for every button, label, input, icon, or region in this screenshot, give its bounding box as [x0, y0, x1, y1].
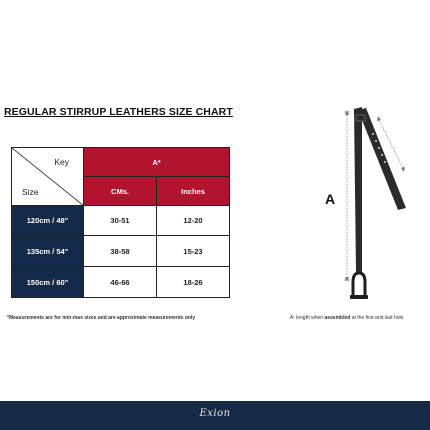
caption-prefix: A: length when [290, 315, 325, 321]
table-header-row [12, 148, 230, 177]
size-chart-table [11, 147, 230, 298]
inches-cell: 12-20 [157, 206, 230, 236]
size-cell: 135cm / 54" [12, 236, 84, 267]
inches-cell: 15-23 [157, 236, 230, 267]
table-row [12, 206, 230, 236]
column-header-cms: CMs. [84, 177, 157, 206]
chart-title: REGULAR STIRRUP LEATHERS SIZE CHART [4, 106, 233, 118]
size-cell: 120cm / 48" [12, 206, 84, 236]
diagram-caption [290, 315, 430, 321]
brand-logo: Exion [199, 408, 231, 419]
stirrup-tread [350, 295, 368, 299]
cms-cell: 38-58 [84, 236, 157, 267]
cms-cell: 46-66 [84, 267, 157, 298]
corner-diagonal [12, 148, 84, 206]
cms-cell: 30-51 [84, 206, 157, 236]
caption-suffix: at the first and last hole [350, 315, 404, 321]
table-row [12, 267, 230, 298]
group-header-a: A* [84, 148, 230, 177]
dimension-label-a: A [325, 191, 336, 207]
table-corner-cell [12, 148, 84, 206]
leather-strap [354, 107, 362, 272]
size-label: Size [22, 187, 39, 197]
stirrup-iron [353, 273, 365, 296]
inches-cell: 18-26 [157, 267, 230, 298]
stirrup-leather-diagram [336, 100, 416, 315]
key-label: Key [54, 157, 69, 167]
caption-bold: assembled [324, 315, 351, 321]
column-header-inches: Inches [157, 177, 230, 206]
table-row [12, 236, 230, 267]
size-cell: 150cm / 60" [12, 267, 84, 298]
measurement-footnote: *Measurements are for min-max sizes and are approximate measurements only [7, 315, 196, 321]
footer-bar [0, 401, 430, 430]
dimension-line [344, 110, 350, 282]
